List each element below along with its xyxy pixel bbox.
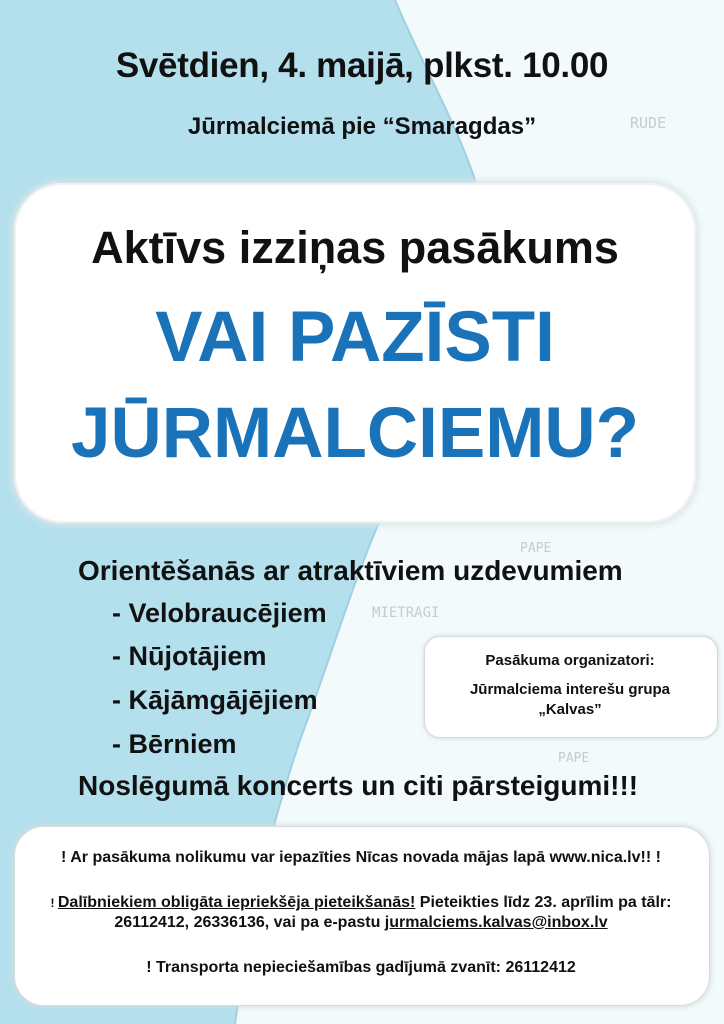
organizers-group: „Kalvas” <box>538 701 602 718</box>
event-title-line2: JŪRMALCIEMU? <box>71 394 639 473</box>
organizers-name: Jūrmalciema interešu grupa <box>469 681 671 698</box>
registration-deadline: Pieteikties līdz 23. aprīlim pa tālr: <box>415 894 672 911</box>
email-link[interactable]: jurmalciems.kalvas@inbox.lv <box>384 914 608 931</box>
place-line: Jūrmalciemā pie “Smaragdas” <box>187 113 537 140</box>
phone-numbers: 26112412, 26336136, vai pa e-pastu <box>114 914 385 931</box>
info-mark: ! <box>50 896 58 910</box>
event-subtitle: Aktīvs izziņas pasākums <box>91 222 619 273</box>
map-label-rude: RUDE <box>630 114 667 132</box>
event-title-line1: VAI PAZĪSTI <box>155 298 555 377</box>
info-transport-line: ! Transporta nepieciešamības gadījumā zvanīt: 26112412 <box>146 959 576 976</box>
info-rules-line: ! Ar pasākuma nolikumu var iepazīties Nīcas novada mājas lapā www.nica.lv!! ! <box>61 849 661 866</box>
registration-required: Dalībniekiem obligāta iepriekšēja pieteikšanās! <box>57 894 416 911</box>
date-line: Svētdien, 4. maijā, plkst. 10.00 <box>115 46 609 85</box>
info-registration <box>14 893 708 933</box>
map-label-mietragi: MIETRAGI <box>372 605 440 621</box>
organizers-title: Pasākuma organizatori: <box>485 652 655 669</box>
activities-title: Orientēšanās ar atraktīviem uzdevumiem <box>78 555 623 586</box>
map-label-pape-2: PAPE <box>558 751 590 766</box>
list-item: - Velobraucējiem <box>112 598 327 628</box>
map-label-pape: PAPE <box>520 541 552 556</box>
finale-line: Noslēgumā koncerts un citi pārsteigumi!!! <box>78 770 639 801</box>
list-item: - Bērniem <box>112 729 237 759</box>
list-item: - Nūjotājiem <box>112 641 267 671</box>
list-item: - Kājāmgājējiem <box>112 685 318 715</box>
